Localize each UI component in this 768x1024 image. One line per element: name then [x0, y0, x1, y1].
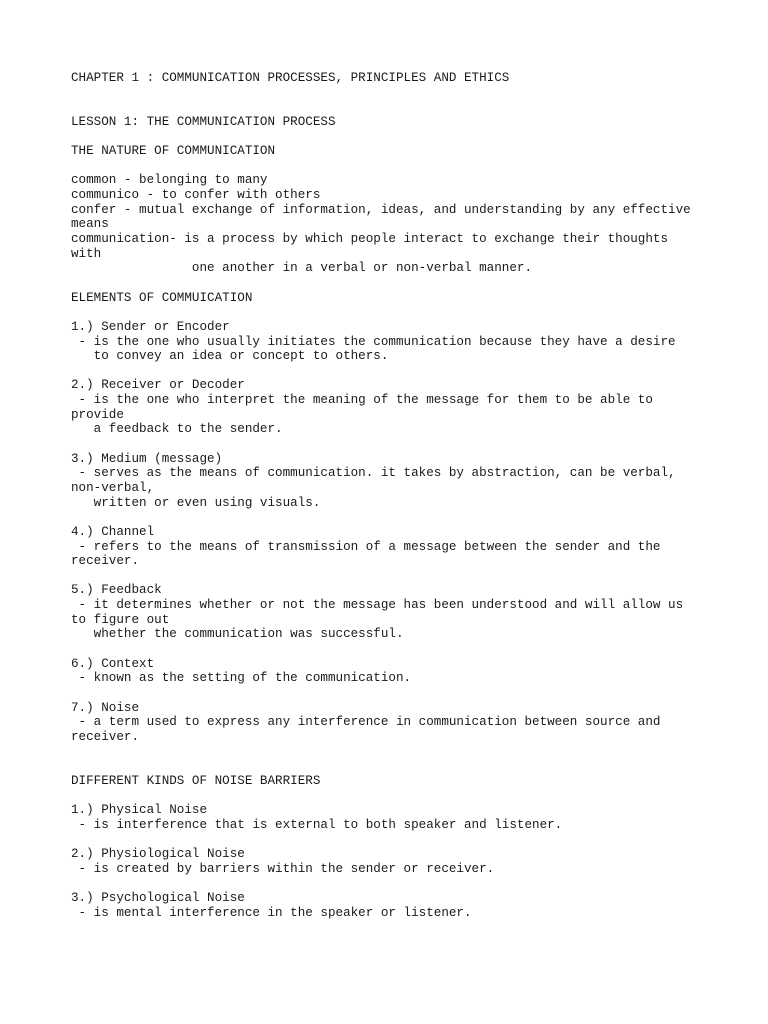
document-line: DIFFERENT KINDS OF NOISE BARRIERS	[71, 773, 321, 788]
document-line: ELEMENTS OF COMMUICATION	[71, 290, 253, 305]
document-line	[71, 510, 721, 525]
document-line: - known as the setting of the communication.	[71, 671, 412, 686]
document-line	[71, 642, 721, 657]
document-line: - is the one who usually initiates the communication because they have a desire	[71, 334, 676, 349]
document-line: whether the communication was successful.	[71, 627, 404, 642]
document-line: 1.) Physical Noise	[71, 803, 208, 818]
document-line: 2.) Physiological Noise	[71, 846, 245, 861]
document-line: to figure out	[71, 612, 170, 627]
document-line	[71, 86, 721, 101]
document-line: common - belonging to many	[71, 173, 268, 188]
document-line	[71, 759, 721, 774]
document-line: non-verbal,	[71, 480, 155, 495]
document-line: provide	[71, 407, 124, 422]
document-line: written or even using visuals.	[71, 495, 321, 510]
document-line: a feedback to the sender.	[71, 422, 283, 437]
document-line	[71, 276, 721, 291]
document-line	[71, 364, 721, 379]
document-line	[71, 832, 721, 847]
document-line: 5.) Feedback	[71, 583, 162, 598]
document-line	[71, 305, 721, 320]
document-line	[71, 876, 721, 891]
document-line: - is created by barriers within the sender or receiver.	[71, 861, 495, 876]
document-line: - is the one who interpret the meaning of the message for them to be able to	[71, 393, 653, 408]
document-line	[71, 788, 721, 803]
document-line: means	[71, 217, 109, 232]
document-line	[71, 100, 721, 115]
document-line: 1.) Sender or Encoder	[71, 319, 230, 334]
document-line: THE NATURE OF COMMUNICATION	[71, 144, 276, 159]
document-line	[71, 686, 721, 701]
document-line: CHAPTER 1 : COMMUNICATION PROCESSES, PRINCIPLES AND ETHICS	[71, 71, 510, 85]
document-line: 6.) Context	[71, 656, 155, 671]
document-line: 2.) Receiver or Decoder	[71, 378, 245, 393]
document-line: - refers to the means of transmission of a message between the sender and the	[71, 539, 661, 554]
document-line: one another in a verbal or non-verbal manner.	[71, 261, 533, 276]
document-line: receiver.	[71, 554, 140, 569]
document-line: LESSON 1: THE COMMUNICATION PROCESS	[71, 114, 336, 129]
document-line	[71, 744, 721, 759]
document-line: to convey an idea or concept to others.	[71, 349, 389, 364]
document-line: communication- is a process by which people interact to exchange their thoughts	[71, 232, 669, 247]
document-line: 3.) Medium (message)	[71, 451, 223, 466]
document-line: 4.) Channel	[71, 524, 155, 539]
document-line: communico - to confer with others	[71, 188, 321, 203]
document-body	[71, 71, 721, 920]
document-line: receiver.	[71, 729, 140, 744]
document-line: - is interference that is external to both speaker and listener.	[71, 817, 563, 832]
document-line: 3.) Psychological Noise	[71, 890, 245, 905]
document-line: - serves as the means of communication. it takes by abstraction, can be verbal,	[71, 466, 676, 481]
document-line	[71, 130, 721, 145]
document-line: - it determines whether or not the message has been understood and will allow us	[71, 598, 684, 613]
document-line	[71, 569, 721, 584]
document-line: - a term used to express any interference in communication between source and	[71, 715, 661, 730]
document-line: with	[71, 246, 102, 261]
document-line	[71, 437, 721, 452]
document-line: 7.) Noise	[71, 700, 140, 715]
document-line: confer - mutual exchange of information, ideas, and understanding by any effective	[71, 202, 691, 217]
document-line: - is mental interference in the speaker or listener.	[71, 905, 472, 920]
document-line	[71, 159, 721, 174]
